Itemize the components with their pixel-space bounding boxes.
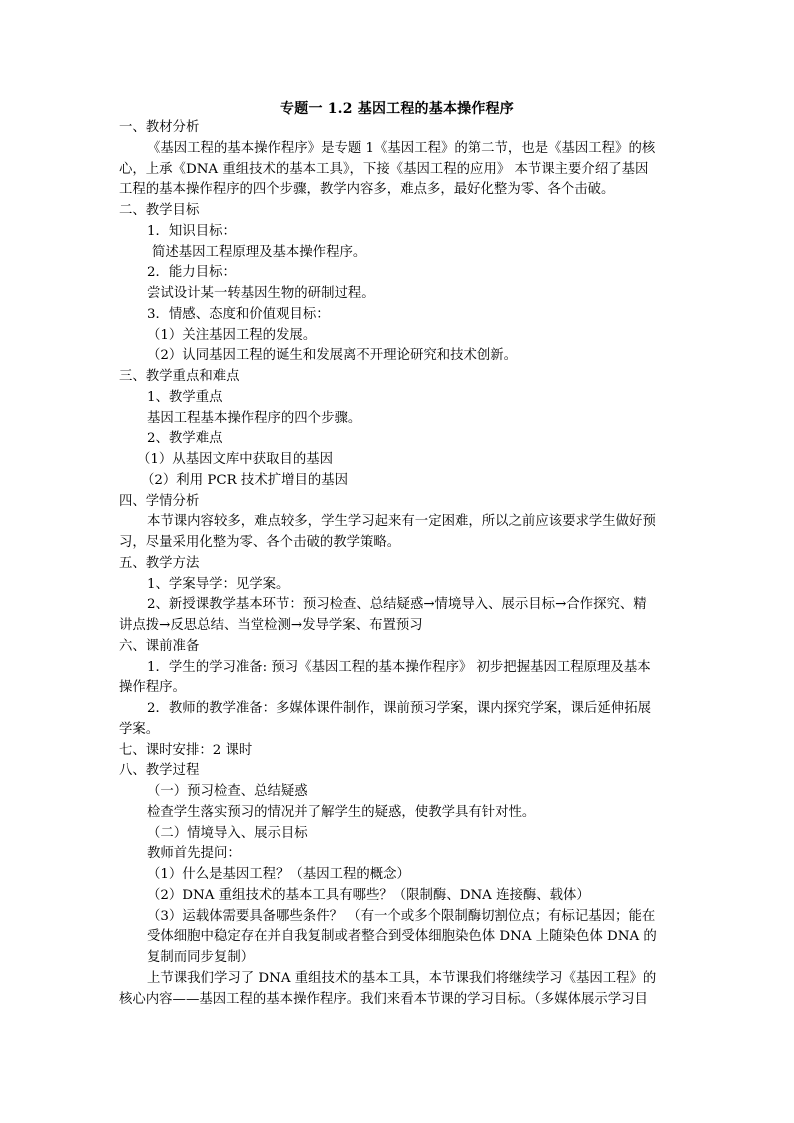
text-line: 五、教学方法 — [119, 555, 200, 571]
text-line: 1、教学重点 — [147, 389, 223, 405]
text-line: 讲点拨→反思总结、当堂检测→发导学案、布置预习 — [119, 618, 423, 633]
text-line: 七、课时安排：2 课时 — [119, 742, 253, 758]
text-line: 复制而同步复制） — [147, 950, 255, 965]
text-line: 三、教学重点和难点 — [119, 369, 240, 384]
text-line: 八、教学过程 — [119, 763, 200, 779]
text-line: 二、教学目标 — [119, 203, 200, 218]
text-line: 工程的基本操作程序的四个步骤，教学内容多，难点多，最好化整为零、各个击破。 — [119, 182, 615, 198]
text-line: 学案。 — [119, 721, 160, 737]
text-line: （1）关注基因工程的发展。 — [147, 327, 317, 343]
text-line: 核心内容——基因工程的基本操作程序。我们来看本节课的学习目标。（多媒体展示学习目 — [119, 991, 648, 1007]
text-line: 习，尽量采用化整为零、各个击破的教学策略。 — [119, 535, 401, 550]
text-line: 尝试设计某一转基因生物的研制过程。 — [147, 286, 375, 301]
text-line: 六、课前准备 — [119, 638, 200, 654]
text-line: （2）认同基因工程的诞生和发展离不开理论研究和技术创新。 — [147, 348, 518, 364]
text-line: 1．学生的学习准备: 预习《基因工程的基本操作程序》 初步把握基因工程原理及基本 — [147, 659, 651, 675]
text-line: 简述基因工程原理及基本操作程序。 — [152, 244, 367, 260]
text-line: 教师首先提问： — [147, 846, 241, 862]
text-line: （2）DNA 重组技术的基本工具有哪些？（限制酶、DNA 连接酶、载体） — [147, 887, 590, 903]
text-line: 2、教学难点 — [147, 431, 223, 447]
text-line: （1）什么是基因工程？（基因工程的概念） — [147, 867, 410, 882]
document-body — [119, 118, 675, 1010]
text-line: 上节课我们学习了 DNA 重组技术的基本工具，本节课我们将继续学习《基因工程》的 — [147, 970, 657, 986]
text-line: 2．能力目标： — [147, 265, 236, 281]
text-line: 一、教材分析 — [119, 120, 200, 135]
text-line: （1）从基因文库中获取目的基因 — [137, 452, 333, 467]
text-line: 基因工程基本操作程序的四个步骤。 — [147, 410, 362, 426]
text-line: 受体细胞中稳定存在并自我复制或者整合到受体细胞染色体 DNA 上随染色体 DNA 的 — [147, 929, 657, 945]
text-line: 1、学案导学：见学案。 — [147, 576, 290, 592]
text-line: 四、学情分析 — [119, 493, 200, 509]
text-line: （二）情境导入、展示目标 — [147, 825, 308, 841]
text-line: 检查学生落实预习的情况并了解学生的疑惑，使教学具有针对性。 — [147, 804, 536, 820]
text-line: 《基因工程的基本操作程序》是专题 1《基因工程》的第二节，也是《基因工程》的核 — [147, 140, 656, 156]
text-line: （一）预习检查、总结疑惑 — [147, 784, 308, 799]
text-line: （3）运载体需要具备哪些条件？ （有一个或多个限制酶切割位点；有标记基因；能在 — [147, 908, 656, 924]
text-line: 1．知识目标： — [147, 223, 236, 239]
text-line: 心，上承《DNA 重组技术的基本工具》，下接《基因工程的应用》 本节课主要介绍了基因 — [119, 161, 649, 177]
text-line: （2）利用 PCR 技术扩增目的基因 — [141, 472, 349, 488]
text-line: 操作程序。 — [119, 680, 186, 696]
text-line: 2．教师的教学准备：多媒体课件制作，课前预习学案，课内探究学案，课后延伸拓展 — [147, 701, 651, 716]
text-line: 本节课内容较多，难点较多，学生学习起来有一定困难，所以之前应该要求学生做好预 — [147, 514, 656, 530]
document-title: 专题一 1.2 基因工程的基本操作程序 — [280, 101, 514, 117]
text-line: 3．情感、态度和价值观目标： — [147, 306, 330, 322]
text-line: 2、新授课教学基本环节：预习检查、总结疑惑→情境导入、展示目标→合作探究、精 — [147, 597, 647, 613]
